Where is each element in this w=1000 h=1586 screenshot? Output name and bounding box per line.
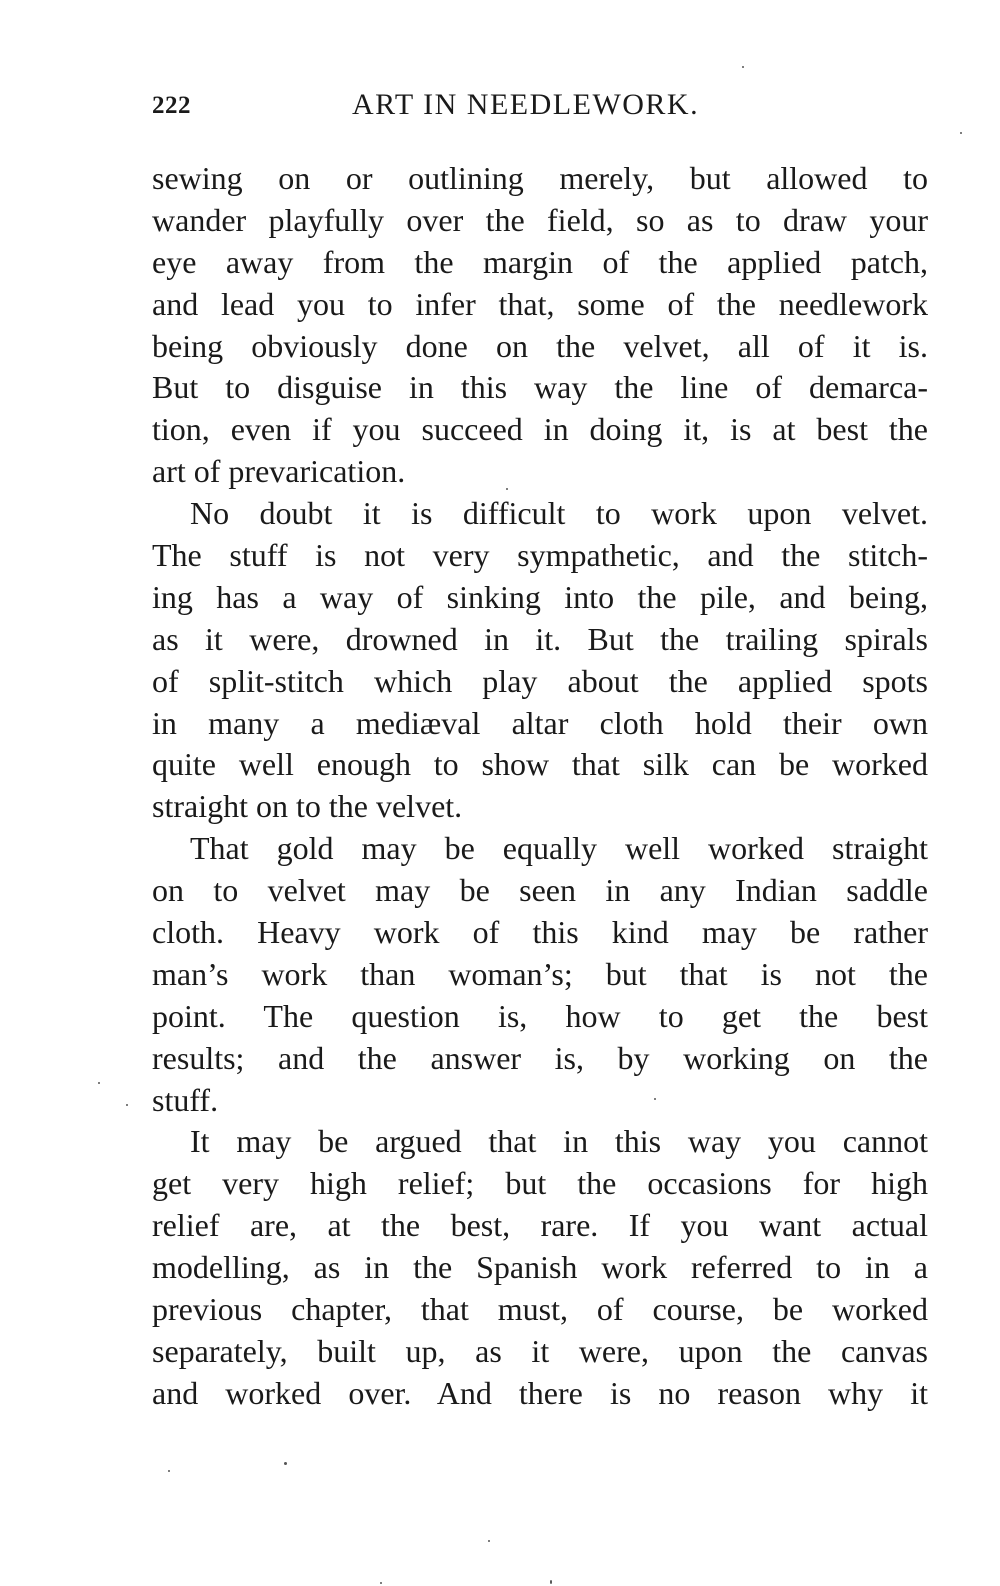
text-line: quite well enough to show that silk can be worked	[152, 746, 928, 783]
text-line: previous chapter, that must, of course, be worked	[152, 1291, 928, 1328]
text-line: sewing on or outlining merely, but allowed to	[152, 160, 928, 196]
text-line: tion, even if you succeed in doing it, is at best the	[152, 411, 928, 448]
scan-speck	[126, 1104, 128, 1106]
scan-speck	[380, 1582, 382, 1584]
text-line: in many a mediæval altar cloth hold their own	[152, 704, 928, 741]
text-line: No doubt it is difficult to work upon velvet.	[190, 495, 928, 532]
scan-speck	[98, 1082, 100, 1084]
scan-speck	[488, 1540, 490, 1542]
text-line: being obviously done on the velvet, all of it is.	[152, 327, 928, 364]
text-line: as it were, drowned in it. But the trailing spirals	[152, 620, 928, 657]
text-line: stuff.	[152, 1081, 219, 1118]
text-line: That gold may be equally well worked straight	[190, 830, 928, 867]
text-line: and lead you to infer that, some of the needlework	[152, 285, 928, 322]
text-line: wander playfully over the field, so as to draw your	[152, 201, 928, 238]
text-line: and worked over. And there is no reason why it	[152, 1374, 928, 1411]
text-line: eye away from the margin of the applied patch,	[152, 243, 928, 280]
text-line: get very high relief; but the occasions for high	[152, 1165, 928, 1202]
text-line: relief are, at the best, rare. If you want actual	[152, 1207, 928, 1244]
text-line: cloth. Heavy work of this kind may be rather	[152, 914, 928, 951]
body-text	[152, 158, 928, 1415]
scan-speck	[284, 1462, 287, 1465]
scan-speck	[654, 1098, 656, 1100]
text-line: art of prevarication.	[152, 453, 406, 490]
text-line: ing has a way of sinking into the pile, and being,	[152, 578, 928, 615]
text-line: results; and the answer is, by working on the	[152, 1039, 928, 1076]
text-line: The stuff is not very sympathetic, and the stitch-	[152, 537, 928, 574]
scan-speck	[506, 488, 508, 490]
text-line: man’s work than woman’s; but that is not the	[152, 955, 928, 992]
page-header	[152, 88, 928, 128]
scan-speck	[742, 66, 744, 68]
scan-speck	[168, 1470, 170, 1472]
scan-speck	[960, 132, 962, 134]
text-line: on to velvet may be seen in any Indian saddle	[152, 872, 928, 909]
text-line: modelling, as in the Spanish work referred to in a	[152, 1249, 928, 1286]
scan-speck	[550, 1580, 552, 1584]
text-line: point. The question is, how to get the best	[152, 997, 928, 1034]
text-line: separately, built up, as it were, upon the canvas	[152, 1332, 928, 1369]
text-line: straight on to the velvet.	[152, 788, 463, 825]
text-line: It may be argued that in this way you cannot	[190, 1123, 928, 1160]
text-line: of split-stitch which play about the applied spots	[152, 662, 928, 699]
running-title: ART IN NEEDLEWORK.	[352, 88, 700, 121]
text-line: But to disguise in this way the line of demarca-	[152, 369, 928, 406]
page-number: 222	[152, 92, 191, 119]
